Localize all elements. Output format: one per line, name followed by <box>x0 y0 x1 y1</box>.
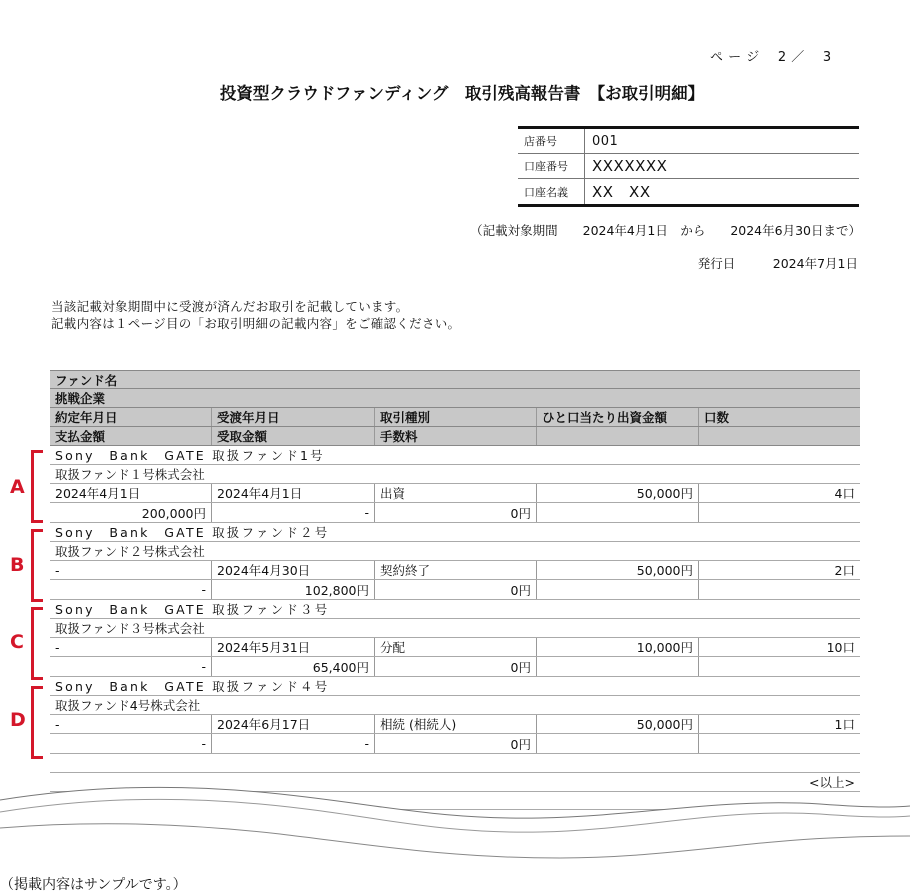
trade-type-cell: 相続 (相続人) <box>375 715 537 733</box>
account-number-label: 口座番号 <box>518 154 585 178</box>
trade-type-cell: 出資 <box>375 484 537 502</box>
blank-cell <box>537 734 699 753</box>
fee-cell: 0円 <box>375 580 537 599</box>
header-payment: 支払金額 <box>50 427 212 445</box>
table-row <box>50 446 860 465</box>
header-unit-amount: ひと口当たり出資金額 <box>537 408 699 426</box>
branch-value: 001 <box>592 133 619 149</box>
bracket-label-a: A <box>10 476 25 498</box>
branch-label: 店番号 <box>518 129 585 153</box>
account-name-value: XX XX <box>592 183 651 201</box>
units-cell: 4口 <box>834 486 855 501</box>
header-company: 挑戦企業 <box>55 391 106 406</box>
payment-cell: - <box>50 734 212 753</box>
table-row <box>50 542 860 561</box>
unit-amount-cell: 50,000円 <box>537 561 699 579</box>
fund-name-cell: Sony Bank GATE 取扱ファンド３号 <box>55 602 330 617</box>
fee-cell: 0円 <box>375 734 537 753</box>
table-row <box>50 600 860 619</box>
fund-name-cell: Sony Bank GATE 取扱ファンド４号 <box>55 679 330 694</box>
delivery-date-cell: 2024年4月1日 <box>212 484 375 502</box>
contract-date-cell: - <box>50 638 212 656</box>
header-receipt: 受取金額 <box>212 427 375 445</box>
receipt-cell: - <box>212 503 375 522</box>
entry-c <box>50 600 860 677</box>
payment-cell: - <box>50 580 212 599</box>
header-delivery-date: 受渡年月日 <box>212 408 375 426</box>
unit-amount-cell: 50,000円 <box>537 484 699 502</box>
intro-text <box>51 298 460 332</box>
account-number-value: XXXXXXX <box>592 157 668 175</box>
table-row <box>50 484 860 503</box>
blank-cell <box>699 657 860 676</box>
fund-name-cell: Sony Bank GATE 取扱ファンド1号 <box>55 448 325 463</box>
table-row <box>50 696 860 715</box>
delivery-date-cell: 2024年5月31日 <box>212 638 375 656</box>
bracket-c <box>31 607 43 680</box>
receipt-cell: 65,400円 <box>212 657 375 676</box>
blank-cell <box>699 734 860 753</box>
header-fund-name: ファンド名 <box>55 372 118 388</box>
unit-amount-cell: 10,000円 <box>537 638 699 656</box>
footnote: （掲載内容はサンプルです。） <box>0 877 187 893</box>
table-row <box>50 638 860 657</box>
reporting-period: （記載対象期間 2024年4月1日 から 2024年6月30日まで） <box>470 223 861 238</box>
entry-d <box>50 677 860 754</box>
page-number: ペ ー ジ 2 ／ 3 <box>710 50 832 65</box>
entry-b <box>50 523 860 600</box>
blank-row <box>50 754 860 773</box>
bracket-label-c: C <box>10 631 24 653</box>
contract-date-cell: - <box>50 561 212 579</box>
account-name-row <box>518 179 859 204</box>
header-trade-type: 取引種別 <box>375 408 537 426</box>
blank-cell <box>699 580 860 599</box>
table-row <box>50 715 860 734</box>
fee-cell: 0円 <box>375 503 537 522</box>
blank-cell <box>699 503 860 522</box>
transaction-table <box>50 370 860 810</box>
blank-cell <box>537 503 699 522</box>
intro-line-2: 記載内容は１ページ目の「お取引明細の記載内容」をご確認ください。 <box>51 316 461 331</box>
table-row <box>50 677 860 696</box>
account-info-box <box>518 126 859 207</box>
table-row <box>50 657 860 676</box>
units-cell: 2口 <box>834 563 855 578</box>
table-row <box>50 503 860 522</box>
delivery-date-cell: 2024年6月17日 <box>212 715 375 733</box>
company-cell: 取扱ファンド２号株式会社 <box>55 544 205 559</box>
unit-amount-cell: 50,000円 <box>537 715 699 733</box>
units-cell: 10口 <box>826 640 855 655</box>
bracket-label-d: D <box>10 709 26 731</box>
entry-a <box>50 446 860 523</box>
receipt-cell: - <box>212 734 375 753</box>
payment-cell: 200,000円 <box>50 503 212 522</box>
header-blank-2 <box>699 427 860 445</box>
header-blank-1 <box>537 427 699 445</box>
payment-cell: - <box>50 657 212 676</box>
table-row <box>50 465 860 484</box>
blank-cell <box>537 657 699 676</box>
table-row <box>50 580 860 599</box>
contract-date-cell: - <box>50 715 212 733</box>
bracket-a <box>31 450 43 523</box>
intro-line-1: 当該記載対象期間中に受渡が済んだお取引を記載しています。 <box>51 299 409 314</box>
header-units: 口数 <box>704 410 730 425</box>
table-row <box>50 734 860 753</box>
company-cell: 取扱ファンド4号株式会社 <box>55 698 201 713</box>
company-cell: 取扱ファンド３号株式会社 <box>55 621 205 636</box>
delivery-date-cell: 2024年4月30日 <box>212 561 375 579</box>
bracket-d <box>31 686 43 759</box>
trade-type-cell: 契約終了 <box>375 561 537 579</box>
account-number-row <box>518 154 859 179</box>
table-row <box>50 561 860 580</box>
company-cell: 取扱ファンド１号株式会社 <box>55 467 205 482</box>
trade-type-cell: 分配 <box>375 638 537 656</box>
branch-row <box>518 129 859 154</box>
header-row-fund <box>50 370 860 389</box>
header-row-amounts <box>50 427 860 446</box>
fee-cell: 0円 <box>375 657 537 676</box>
torn-edge <box>0 778 910 868</box>
header-contract-date: 約定年月日 <box>50 408 212 426</box>
receipt-cell: 102,800円 <box>212 580 375 599</box>
units-cell: 1口 <box>834 717 855 732</box>
bracket-label-b: B <box>10 554 25 576</box>
end-marker: <以上> <box>809 775 855 790</box>
header-fee: 手数料 <box>375 427 537 445</box>
fund-name-cell: Sony Bank GATE 取扱ファンド２号 <box>55 525 330 540</box>
issue-date: 発行日 2024年7月1日 <box>697 256 858 271</box>
table-row <box>50 523 860 542</box>
bracket-b <box>31 529 43 602</box>
blank-cell <box>537 580 699 599</box>
header-row-company <box>50 389 860 408</box>
header-row-dates <box>50 408 860 427</box>
blank-cell <box>50 754 860 772</box>
document-title: 投資型クラウドファンディング 取引残高報告書 【お取引明細】 <box>219 84 705 103</box>
contract-date-cell: 2024年4月1日 <box>50 484 212 502</box>
table-row <box>50 619 860 638</box>
account-name-label: 口座名義 <box>518 179 585 204</box>
